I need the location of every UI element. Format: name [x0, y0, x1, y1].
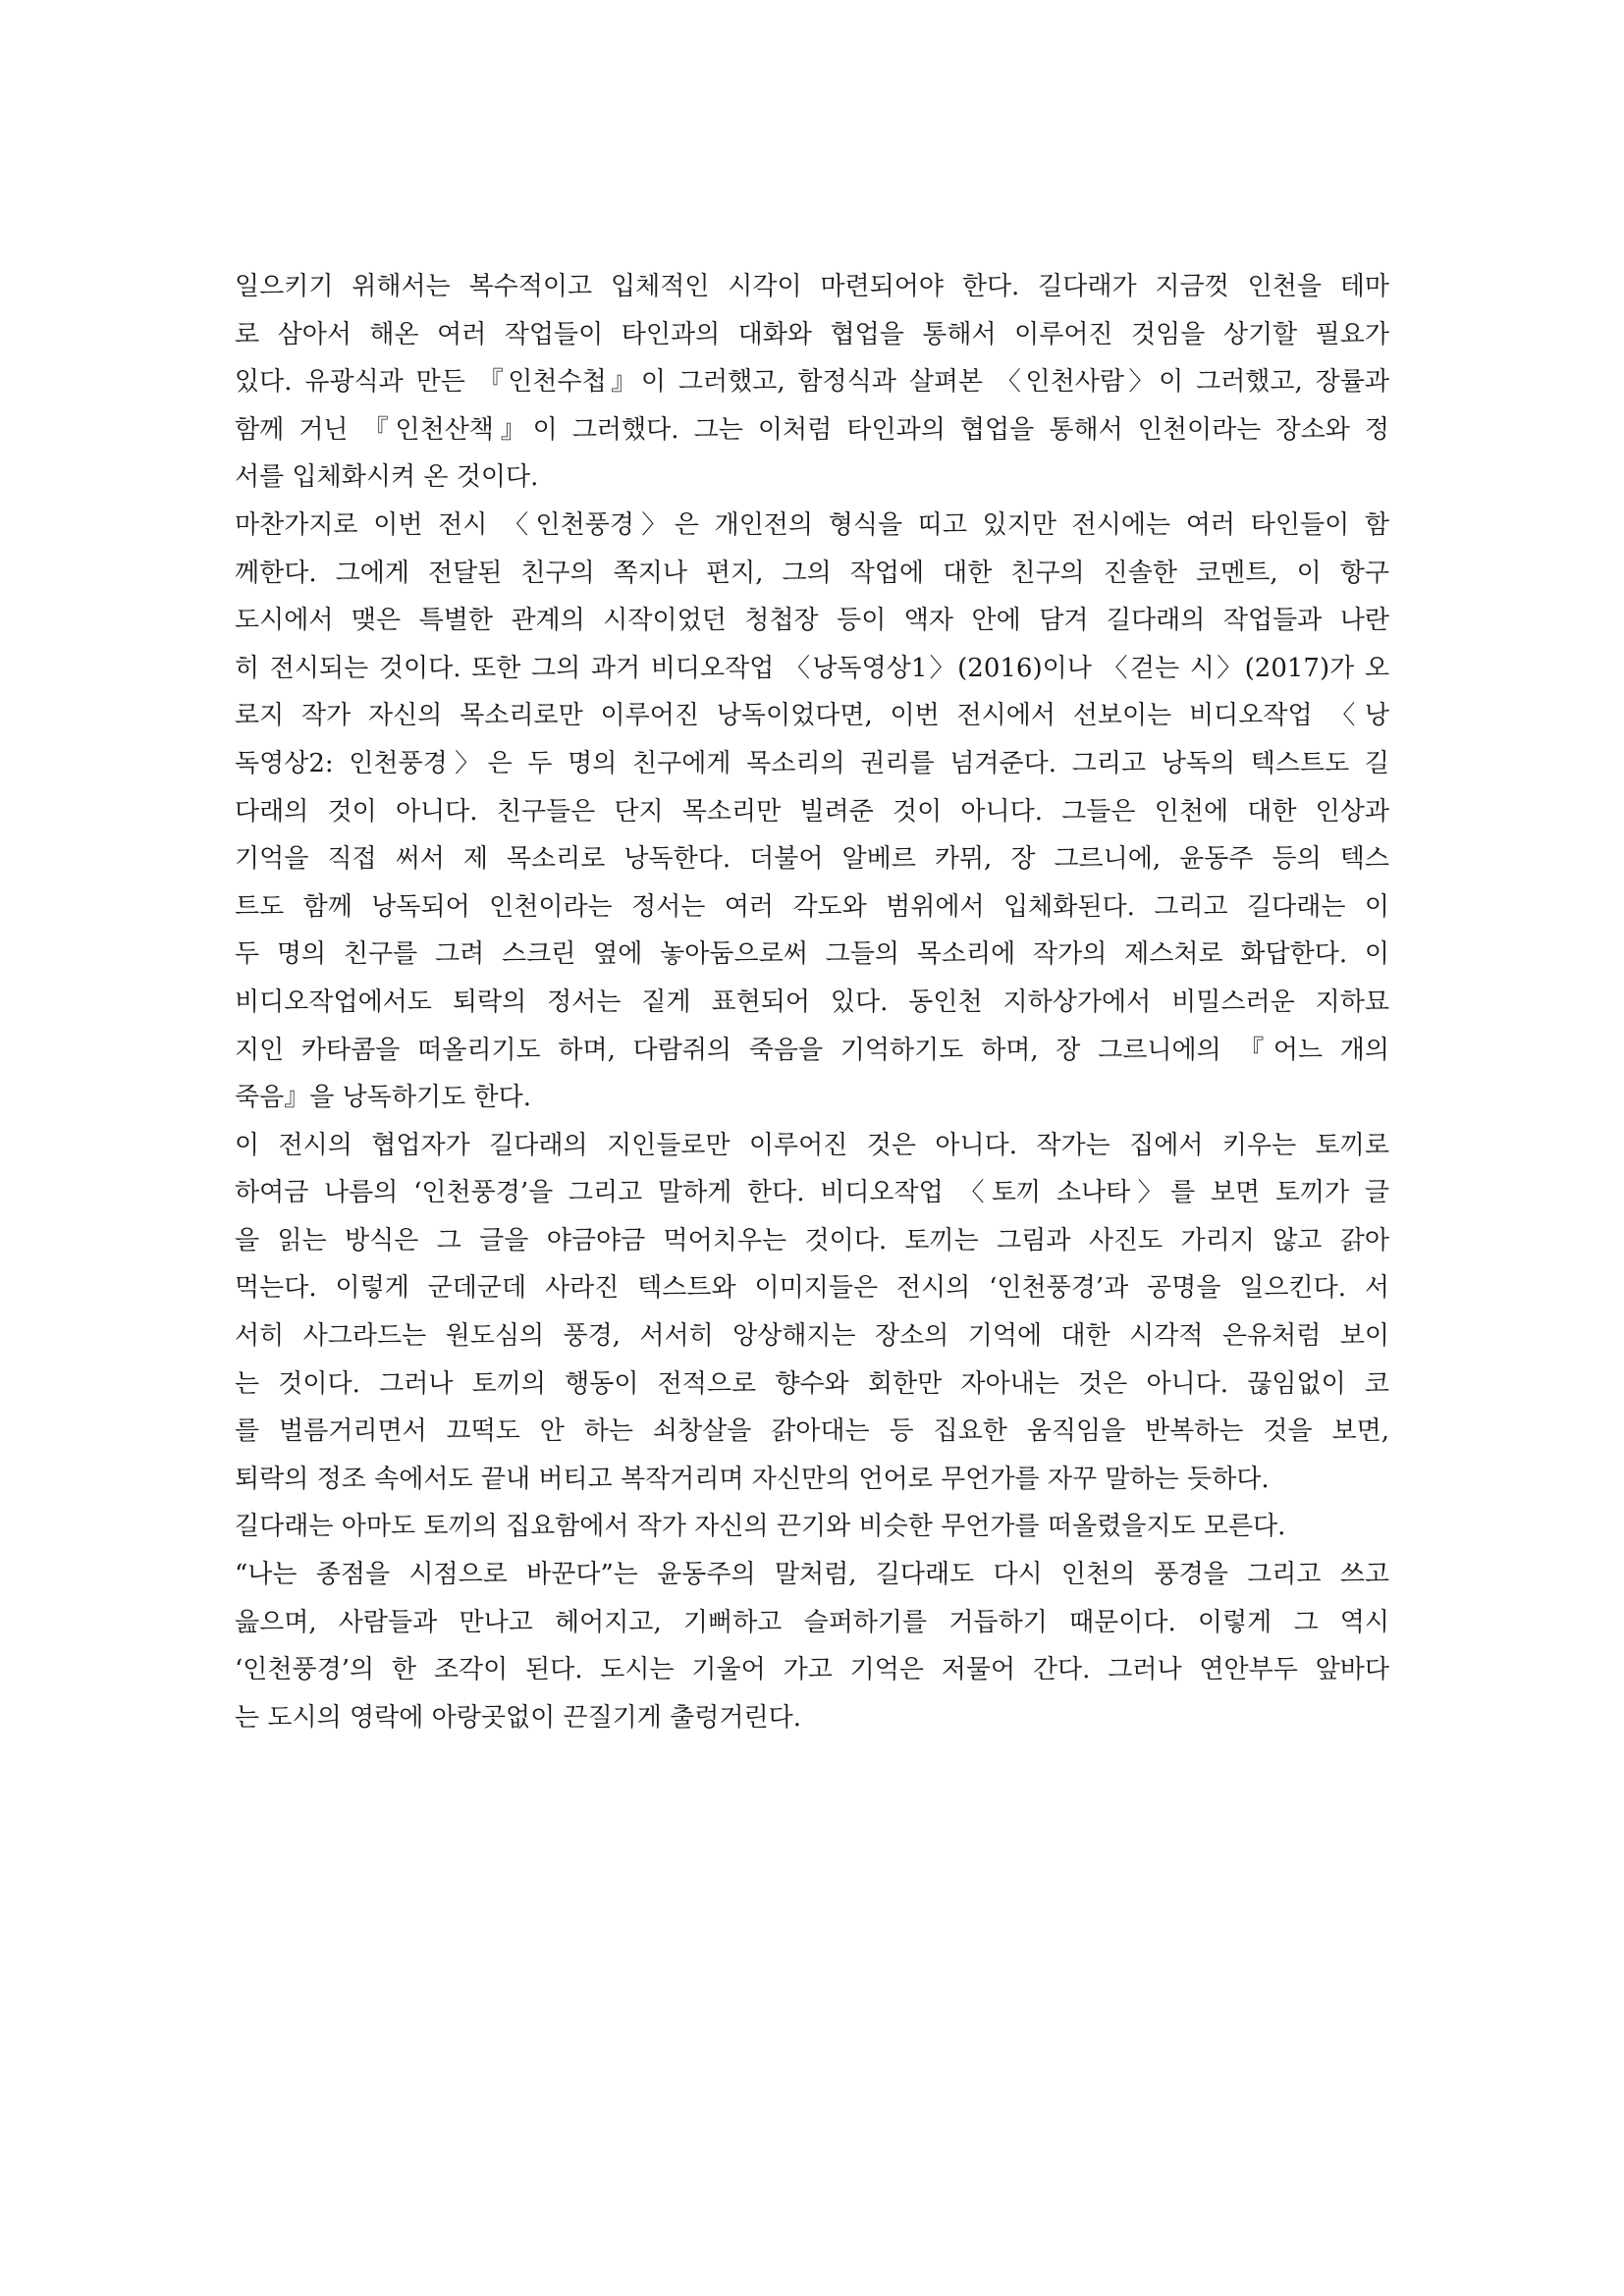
- text-line: 길다래는 아마도 토끼의 집요함에서 작가 자신의 끈기와 비슷한 무언가를 떠올렸을지도 모른다.: [235, 1512, 1286, 1542]
- text-line: 를 벌름거리면서 끄떡도 안 하는 쇠창살을 갉아대는 등 집요한 움직임을 반복하는 것을 보면,: [235, 1416, 1389, 1447]
- text-line: 하여금 나름의 ‘인천풍경’을 그리고 말하게 한다. 비디오작업 〈토끼 소나타〉를 보면 토끼가 글: [235, 1178, 1389, 1208]
- text-line: 이 전시의 협업자가 길다래의 지인들로만 이루어진 것은 아니다. 작가는 집에서 키우는 토끼로: [235, 1130, 1389, 1160]
- text-line: 서를 입체화시켜 온 것이다.: [235, 462, 539, 493]
- text-line: 죽음』을 낭독하기도 한다.: [235, 1083, 531, 1113]
- text-line: 기억을 직접 써서 제 목소리로 낭독한다. 더불어 알베르 카뮈, 장 그르니에, 윤동주 등의 텍스: [235, 844, 1389, 875]
- text-line: 일으키기 위해서는 복수적이고 입체적인 시각이 마련되어야 한다. 길다래가 지금껏 인천을 테마: [235, 272, 1389, 301]
- text-line: 는 도시의 영락에 아랑곳없이 끈질기게 출렁거린다.: [235, 1702, 802, 1733]
- text-line: 비디오작업에서도 퇴락의 정서는 짙게 표현되어 있다. 동인천 지하상가에서 비밀스러운 지하묘: [235, 987, 1389, 1017]
- text-line: 을 읽는 방식은 그 글을 야금야금 먹어치우는 것이다. 토끼는 그림과 사진도 가리지 않고 갉아: [235, 1225, 1389, 1255]
- text-line: 읊으며, 사람들과 만나고 헤어지고, 기뻐하고 슬퍼하기를 거듭하기 때문이다. 이렇게 그 역시: [235, 1607, 1389, 1637]
- text-line: ‘인천풍경’의 한 조각이 된다. 도시는 기울어 가고 기억은 저물어 간다. 그러나 연안부두 앞바다: [235, 1655, 1389, 1685]
- text-line: 먹는다. 이렇게 군데군데 사라진 텍스트와 이미지들은 전시의 ‘인천풍경’과 공명을 일으킨다. 서: [235, 1273, 1389, 1304]
- text-line: 퇴락의 정조 속에서도 끝내 버티고 복작거리며 자신만의 언어로 무언가를 자꾸 말하는 듯하다.: [235, 1464, 1270, 1494]
- text-line: 함께 거닌 『인천산책』이 그러했다. 그는 이처럼 타인과의 협업을 통해서 인천이라는 장소와 정: [235, 414, 1389, 445]
- text-line: 지인 카타콤을 떠올리기도 하며, 다람쥐의 죽음을 기억하기도 하며, 장 그르니에의 『어느 개의: [235, 1035, 1389, 1065]
- text-line: 께한다. 그에게 전달된 친구의 쪽지나 편지, 그의 작업에 대한 친구의 진솔한 코멘트, 이 항구: [235, 558, 1389, 588]
- text-line: 있다. 유광식과 만든 『인천수첩』이 그러했고, 함정식과 살펴본 〈인천사람〉이 그러했고, 장률과: [235, 367, 1389, 398]
- text-line: “나는 종점을 시점으로 바꾼다”는 윤동주의 말처럼, 길다래도 다시 인천의 풍경을 그리고 쓰고: [235, 1560, 1389, 1590]
- text-line: 도시에서 맺은 특별한 관계의 시작이었던 청첩장 등이 액자 안에 담겨 길다래의 작업들과 나란: [235, 606, 1389, 636]
- text-line: 로 삼아서 해온 여러 작업들이 타인과의 대화와 협업을 통해서 이루어진 것임을 상기할 필요가: [235, 319, 1389, 349]
- text-line: 서히 사그라드는 원도심의 풍경, 서서히 앙상해지는 장소의 기억에 대한 시각적 은유처럼 보이: [235, 1321, 1389, 1352]
- text-line: 독영상2: 인천풍경〉은 두 명의 친구에게 목소리의 권리를 넘겨준다. 그리고 낭독의 텍스트도 길: [235, 748, 1389, 778]
- text-line: 히 전시되는 것이다. 또한 그의 과거 비디오작업 〈낭독영상1〉(2016)이나 〈걷는 시〉(2017)가 오: [235, 653, 1389, 683]
- text-line: 마찬가지로 이번 전시 〈인천풍경〉은 개인전의 형식을 띠고 있지만 전시에는 여러 타인들이 함: [235, 509, 1389, 540]
- body-text: [235, 263, 1389, 1741]
- text-line: 다래의 것이 아니다. 친구들은 단지 목소리만 빌려준 것이 아니다. 그들은 인천에 대한 인상과: [235, 796, 1389, 827]
- text-line: 는 것이다. 그러나 토끼의 행동이 전적으로 향수와 회한만 자아내는 것은 아니다. 끊임없이 코: [235, 1368, 1389, 1399]
- text-line: 로지 작가 자신의 목소리로만 이루어진 낭독이었다면, 이번 전시에서 선보이는 비디오작업 〈낭: [235, 701, 1389, 731]
- text-line: 트도 함께 낭독되어 인천이라는 정서는 여러 각도와 범위에서 입체화된다. 그리고 길다래는 이: [235, 891, 1389, 922]
- text-line: 두 명의 친구를 그려 스크린 옆에 놓아둠으로써 그들의 목소리에 작가의 제스처로 화답한다. 이: [235, 939, 1389, 970]
